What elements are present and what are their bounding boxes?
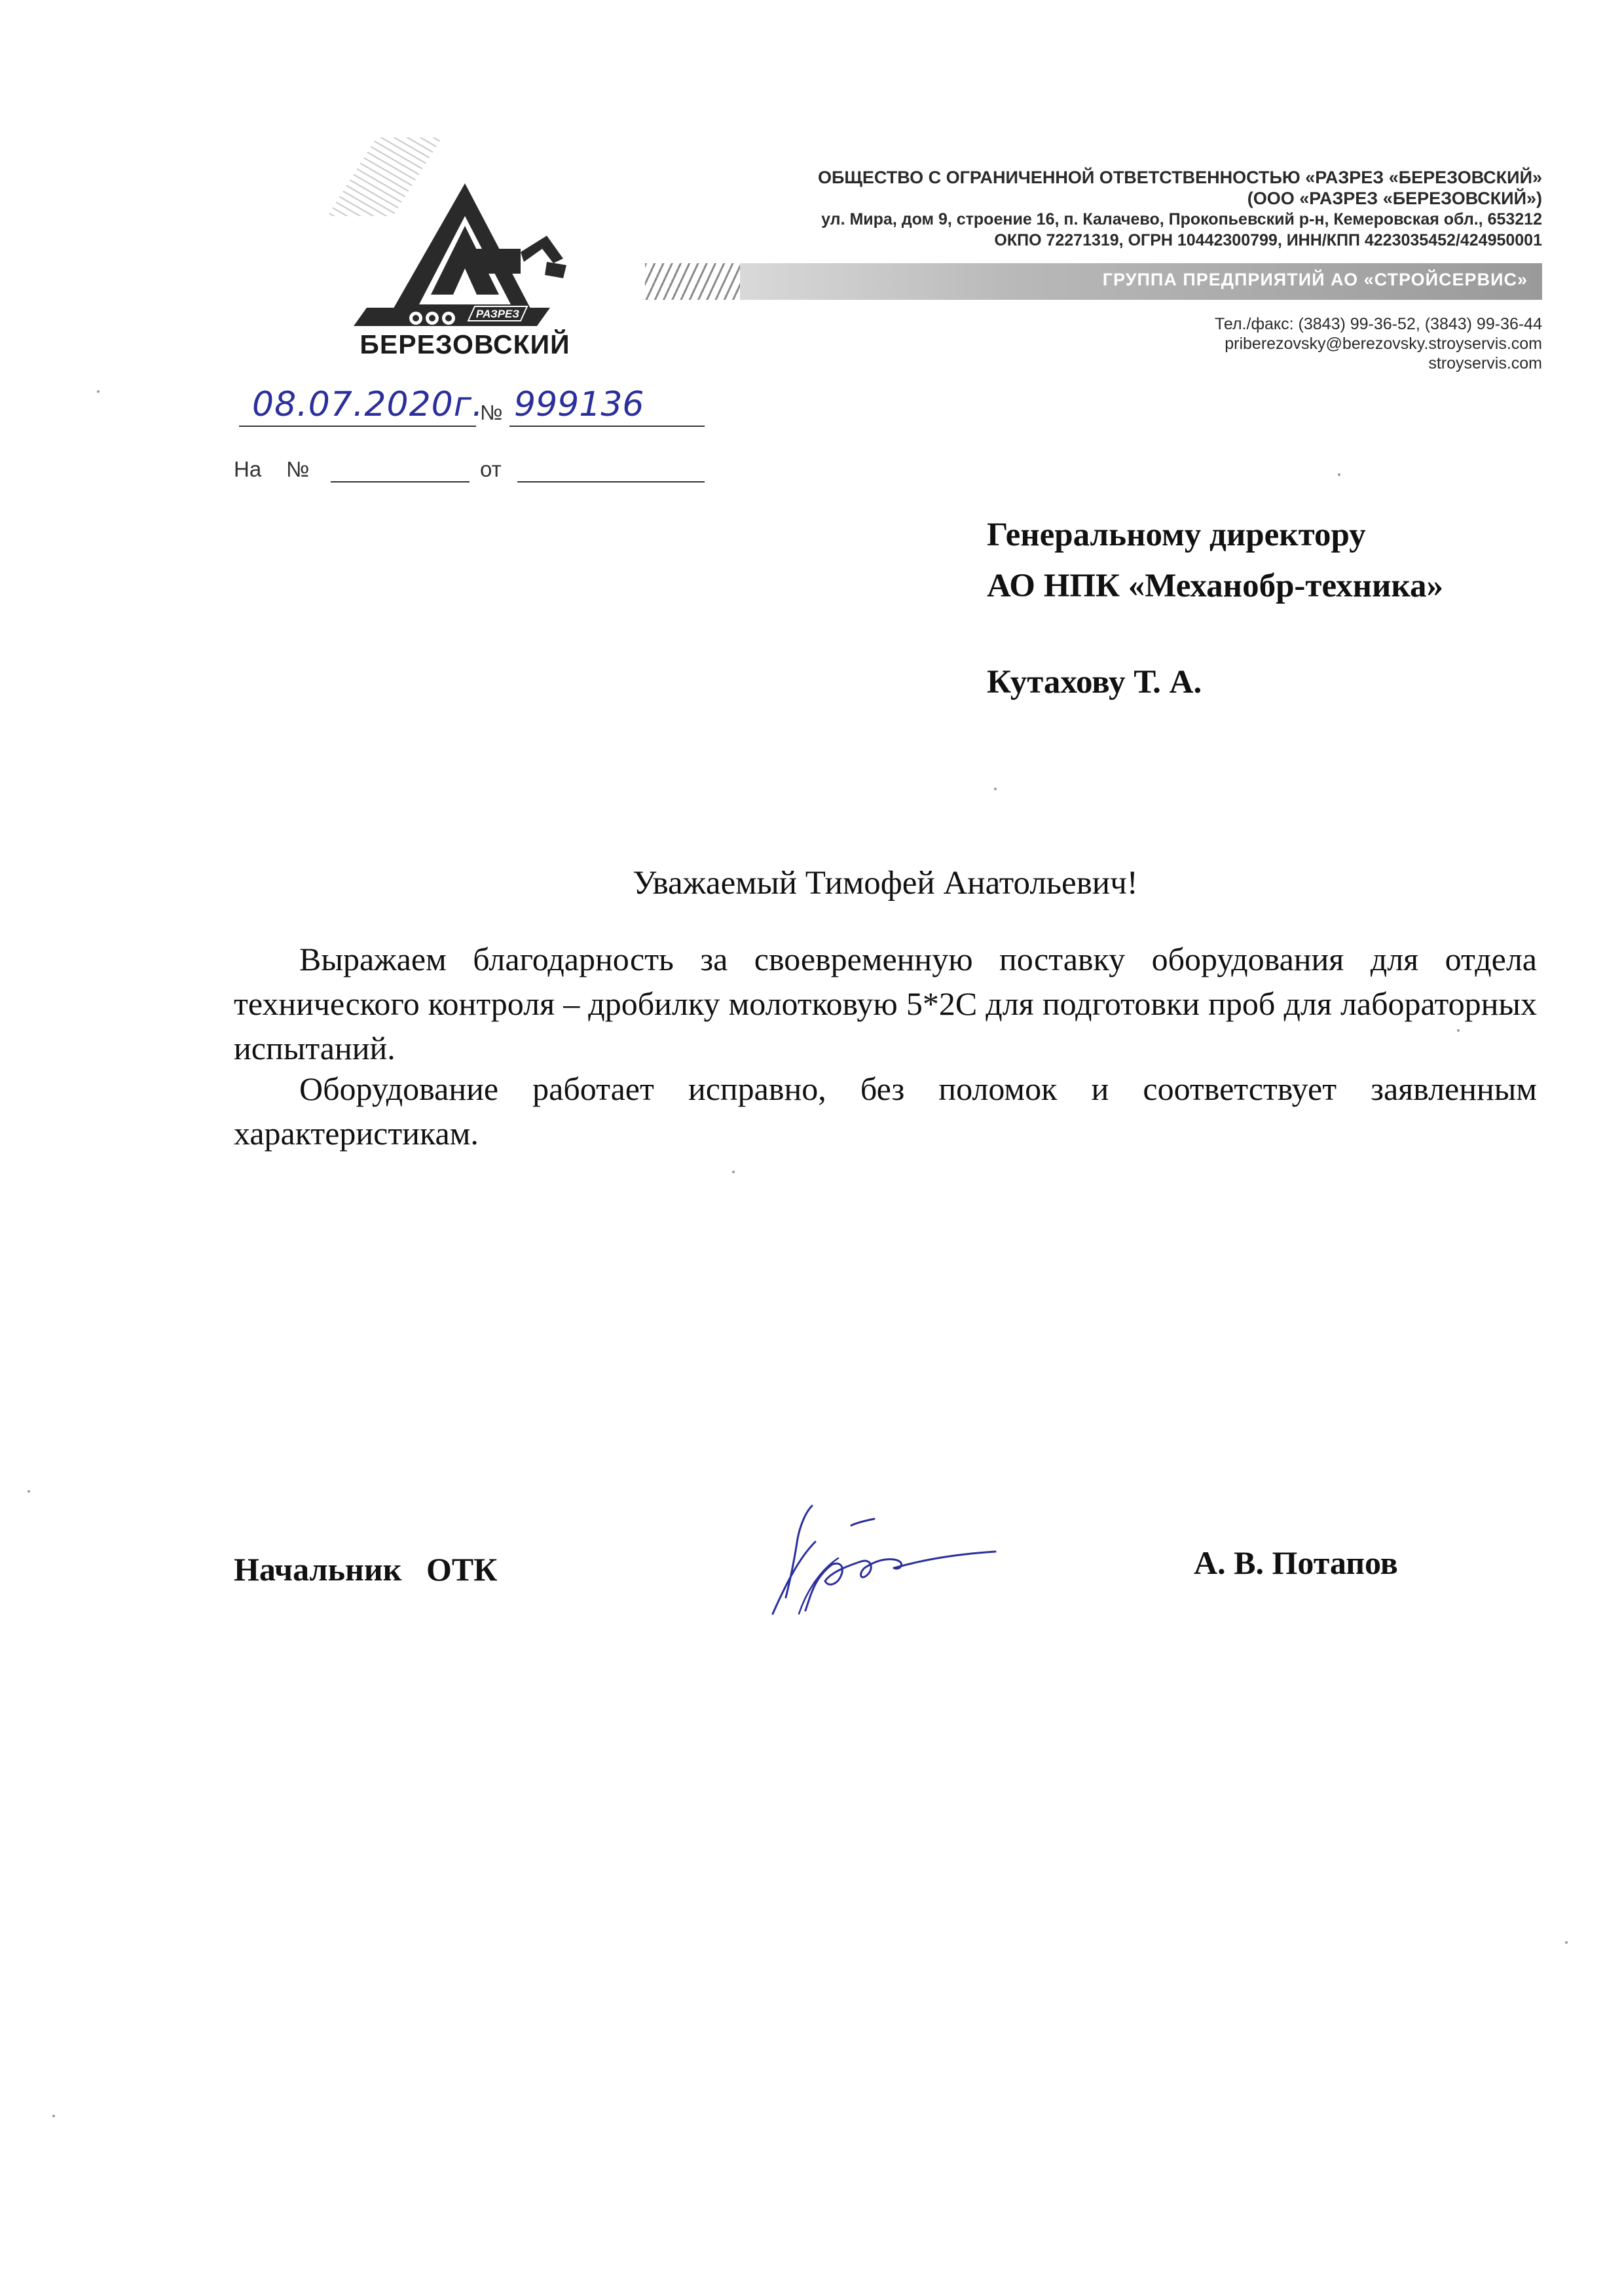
outgoing-number: 999136 bbox=[514, 385, 644, 424]
scan-speck bbox=[732, 1171, 735, 1173]
scan-speck bbox=[28, 1490, 30, 1493]
scan-speck bbox=[52, 2115, 55, 2117]
reply-from-label: от bbox=[480, 457, 502, 481]
scan-speck bbox=[1565, 1941, 1568, 1944]
company-full-name: ОБЩЕСТВО С ОГРАНИЧЕННОЙ ОТВЕТСТВЕННОСТЬЮ «РАЗРЕЗ «БЕРЕЗОВСКИЙ» bbox=[818, 168, 1542, 187]
reply-number-label: № bbox=[286, 457, 310, 481]
group-name: ГРУППА ПРЕДПРИЯТИЙ АО «СТРОЙСЕРВИС» bbox=[1102, 270, 1528, 289]
scan-speck bbox=[1338, 473, 1340, 476]
contact-email[interactable]: priberezovsky@berezovsky.stroyservis.com bbox=[1225, 335, 1542, 353]
salutation: Уважаемый Тимофей Анатольевич! bbox=[633, 865, 1138, 902]
addressee-organization: АО НПК «Механобр-техника» bbox=[987, 568, 1443, 604]
logo-company-name: БЕРЕЗОВСКИЙ bbox=[360, 329, 570, 359]
body-paragraph-2: Оборудование работает исправно, без поломок и соответствует заявленным характеристикам. bbox=[234, 1070, 1537, 1152]
logo-brand: РАЗРЕЗ bbox=[475, 308, 520, 320]
signatory-position: Начальник ОТК bbox=[234, 1551, 498, 1588]
banner-hatch bbox=[645, 263, 743, 300]
signatory-name: А. В. Потапов bbox=[1194, 1544, 1398, 1581]
group-banner bbox=[645, 263, 1542, 300]
outgoing-number-label: № bbox=[480, 401, 503, 424]
banner-bar bbox=[740, 263, 1542, 300]
company-address: ул. Мира, дом 9, строение 16, п. Калачево, Прокопьевский р-н, Кемеровская обл., 653212 bbox=[821, 210, 1542, 228]
outgoing-date: 08.07.2020г. bbox=[252, 385, 484, 424]
reply-on-label: На bbox=[234, 457, 262, 481]
contact-phone: Тел./факс: (3843) 99-36-52, (3843) 99-36-44 bbox=[1215, 315, 1542, 333]
body-paragraph-1: Выражаем благодарность за своевременную поставку оборудования для отдела технического контроля – дробилку молотковую 5*2С для подготовки проб для лабораторных испытаний. bbox=[234, 941, 1537, 1066]
company-codes: ОКПО 72271319, ОГРН 10442300799, ИНН/КПП 4223035452/424950001 bbox=[994, 231, 1542, 249]
addressee-name: Кутахову Т. А. bbox=[987, 664, 1202, 701]
company-contacts bbox=[953, 314, 1542, 373]
number-underline bbox=[509, 426, 705, 427]
scan-speck bbox=[994, 788, 997, 790]
addressee-block bbox=[987, 509, 1443, 708]
company-short-name: (ООО «РАЗРЕЗ «БЕРЕЗОВСКИЙ») bbox=[1247, 189, 1542, 208]
handwritten-signature bbox=[760, 1480, 1008, 1630]
scan-speck bbox=[1457, 1029, 1460, 1032]
company-details bbox=[560, 167, 1542, 251]
reply-date-field bbox=[517, 481, 705, 483]
date-underline bbox=[239, 426, 476, 427]
addressee-position: Генеральному директору bbox=[987, 517, 1366, 553]
scan-speck bbox=[97, 390, 100, 393]
contact-website[interactable]: stroyservis.com bbox=[1428, 354, 1542, 373]
reply-number-field bbox=[331, 481, 470, 483]
